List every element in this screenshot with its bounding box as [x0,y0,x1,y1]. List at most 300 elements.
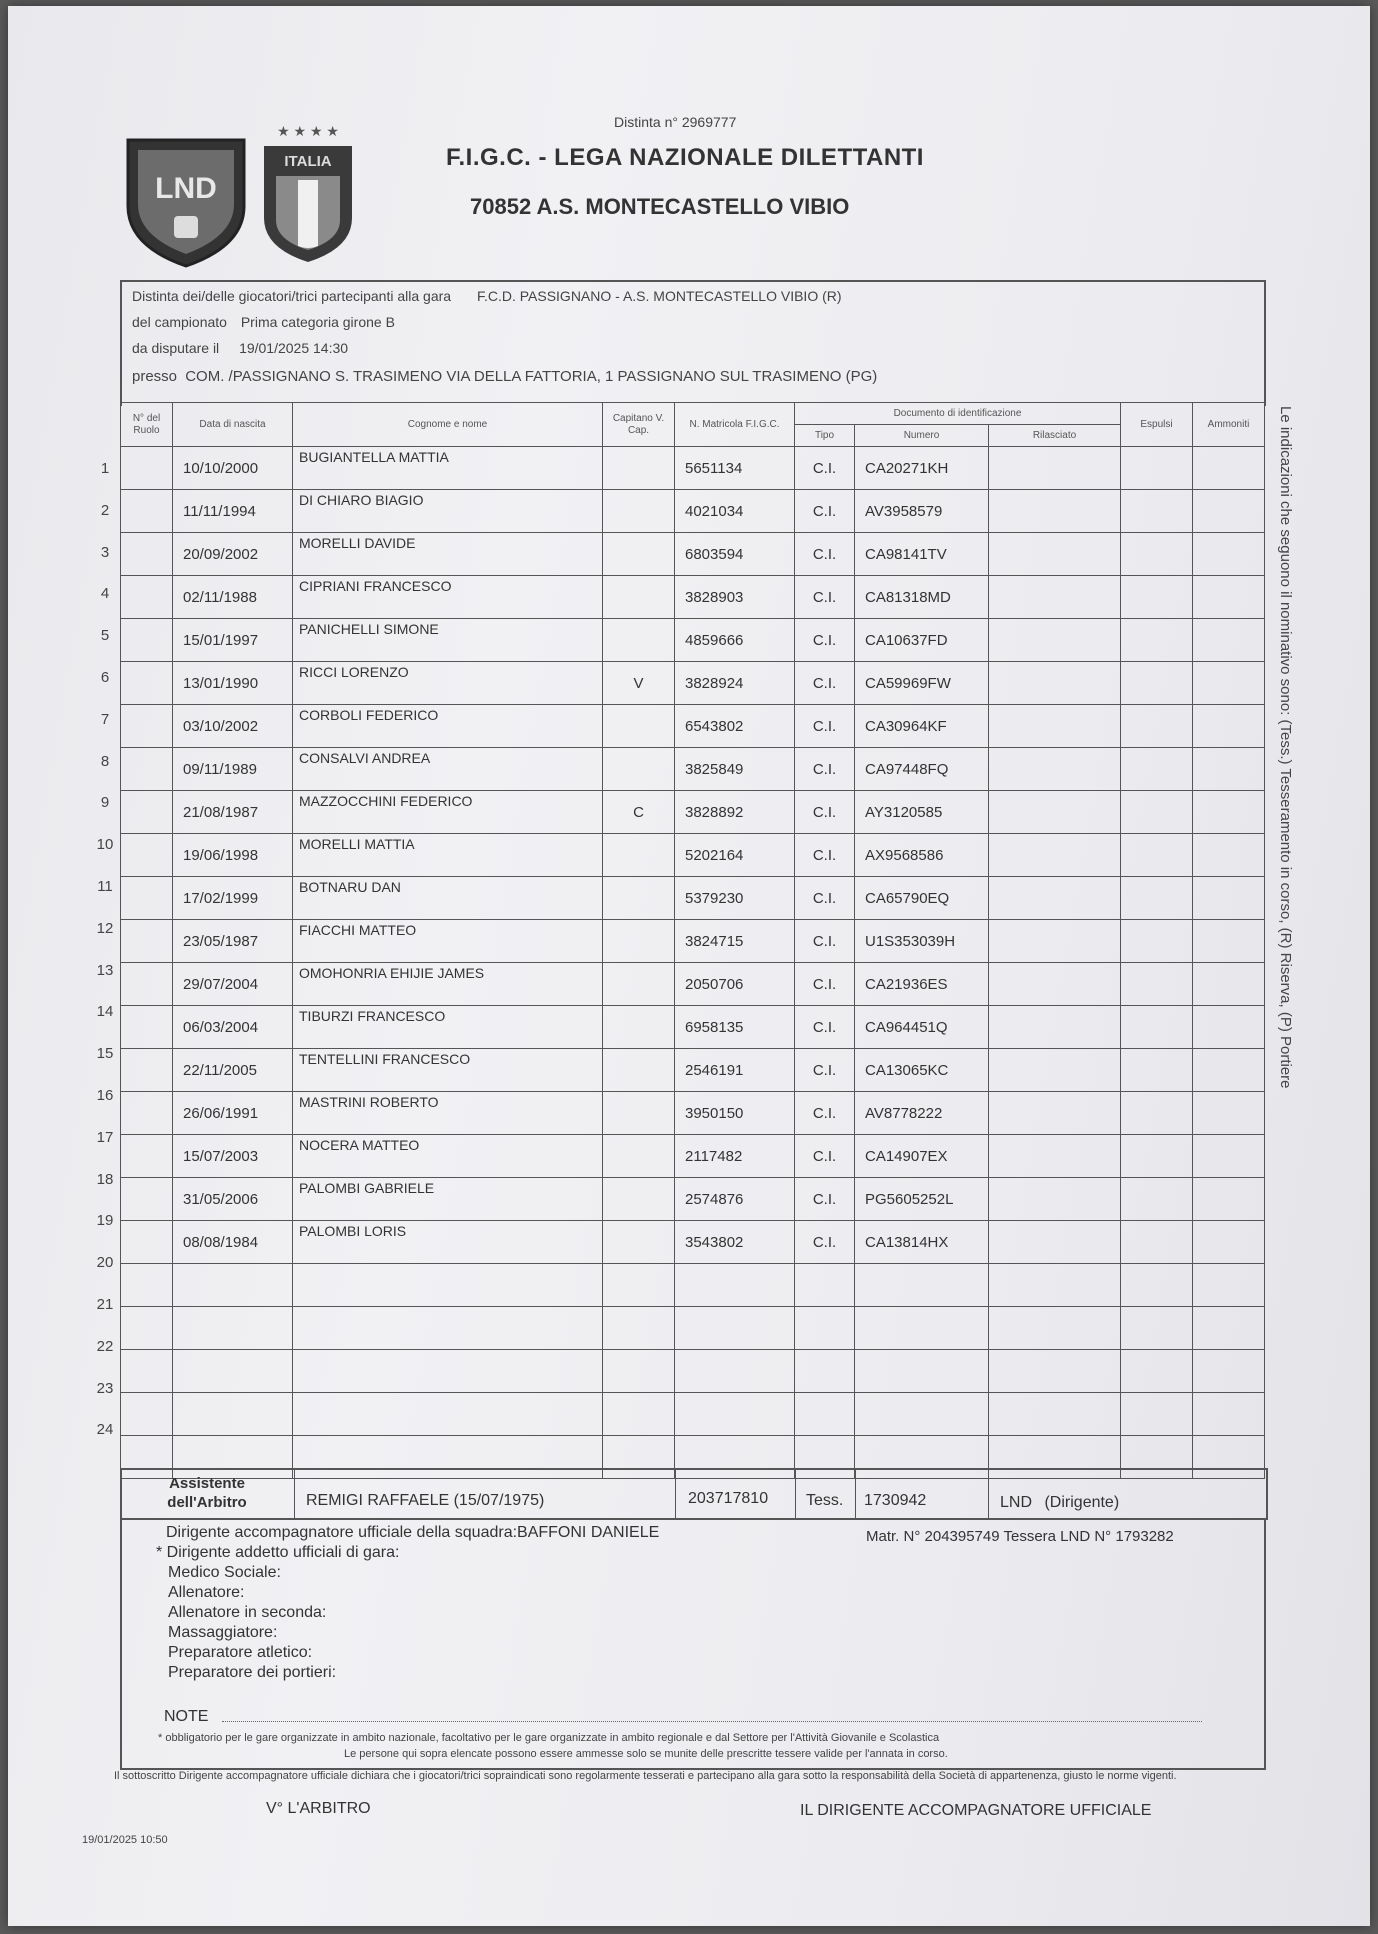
player-matricola-cell: 2546191 [675,1049,795,1092]
date-value: 19/01/2025 14:30 [239,340,349,356]
player-ruolo-cell [121,705,173,748]
preparatore-atletico-label: Preparatore atletico: [168,1644,313,1661]
player-name-cell [293,1350,603,1393]
row-number: 11 [97,878,113,895]
player-espulsi-cell [1121,447,1193,490]
player-date-cell: 15/07/2003 [173,1135,293,1178]
row-number: 22 [96,1337,114,1355]
row-number: 19 [96,1212,114,1230]
player-captain-cell: V [603,662,675,705]
player-doc-number-cell: CA97448FQ [855,748,989,791]
player-doc-issued-cell [989,1049,1121,1092]
player-doc-number-cell: CA14907EX [855,1135,989,1178]
player-doc-number-cell: CA13065KC [855,1049,989,1092]
player-matricola-cell: 6958135 [675,1006,795,1049]
assistant-label [122,1474,292,1512]
player-matricola-cell [675,1393,795,1436]
player-espulsi-cell [1121,791,1193,834]
player-ammoniti-cell [1193,1307,1265,1350]
player-doc-number-cell: AY3120585 [855,791,989,834]
player-name-cell: BOTNARU DAN [293,877,603,920]
player-row [121,447,1265,490]
player-ammoniti-cell [1193,705,1265,748]
player-matricola-cell: 3825849 [675,748,795,791]
player-espulsi-cell [1121,877,1193,920]
player-date-cell: 29/07/2004 [173,963,293,1006]
date-line [132,340,348,356]
player-captain-cell [603,1264,675,1307]
player-ruolo-cell [121,748,173,791]
player-date-cell: 10/10/2000 [173,447,293,490]
organization-title: F.I.G.C. - LEGA NAZIONALE DILETTANTI [446,144,924,171]
lnd-logo-icon [124,136,248,270]
player-matricola-cell: 3950150 [675,1092,795,1135]
row-number: 23 [96,1379,114,1397]
row-number: 18 [96,1170,114,1188]
player-name-cell: FIACCHI MATTEO [293,920,603,963]
assistant-matricola: 203717810 [688,1490,769,1507]
player-row [121,1307,1265,1350]
player-espulsi-cell [1121,834,1193,877]
player-doc-type-cell: C.I. [795,920,855,963]
col-captain: Capitano V. Cap. [603,403,675,447]
player-ammoniti-cell [1193,1049,1265,1092]
col-doc-type: Tipo [795,425,855,447]
svg-text:LND: LND [155,172,217,205]
player-captain-cell [603,447,675,490]
player-row [121,1049,1265,1092]
player-ammoniti-cell [1193,1135,1265,1178]
player-doc-issued-cell [989,576,1121,619]
player-captain-cell [603,1092,675,1135]
player-doc-issued-cell [989,490,1121,533]
player-doc-issued-cell [989,662,1121,705]
player-name-cell: TENTELLINI FRANCESCO [293,1049,603,1092]
player-date-cell [173,1393,293,1436]
assistant-ente [1000,1494,1119,1512]
declaration-text: Il sottoscritto Dirigente accompagnatore ufficiale dichiara che i giocatori/trici sopraindicati sono regolarmente tesserati e partecipano alla gara sotto la responsabilità della Società di appartenenza, giusto le norme vigenti. [114,1770,1177,1782]
player-row [121,877,1265,920]
row-number: 20 [96,1254,114,1272]
col-doc-number: Numero [855,425,989,447]
player-name-cell: CORBOLI FEDERICO [293,705,603,748]
player-name-cell: RICCI LORENZO [293,662,603,705]
col-name: Cognome e nome [293,403,603,447]
col-document: Documento di identificazione [795,403,1121,425]
player-doc-type-cell [795,1307,855,1350]
player-doc-issued-cell [989,447,1121,490]
player-row [121,1221,1265,1264]
player-captain-cell [603,490,675,533]
document-page [8,6,1370,1926]
note-label: NOTE [164,1708,209,1725]
player-matricola-cell: 3543802 [675,1221,795,1264]
player-doc-issued-cell [989,533,1121,576]
player-espulsi-cell [1121,1178,1193,1221]
player-doc-number-cell: CA81318MD [855,576,989,619]
player-ruolo-cell [121,1049,173,1092]
player-captain-cell [603,1221,675,1264]
player-doc-number-cell [855,1350,989,1393]
player-doc-issued-cell [989,748,1121,791]
player-espulsi-cell [1121,1393,1193,1436]
player-doc-type-cell: C.I. [795,619,855,662]
player-doc-type-cell: C.I. [795,748,855,791]
player-matricola-cell [675,1264,795,1307]
player-doc-number-cell: PG5605252L [855,1178,989,1221]
player-espulsi-cell [1121,533,1193,576]
player-name-cell: MORELLI MATTIA [293,834,603,877]
player-doc-number-cell [855,1393,989,1436]
player-matricola-cell: 3828903 [675,576,795,619]
player-matricola-cell [675,1307,795,1350]
player-row [121,920,1265,963]
player-row [121,662,1265,705]
player-ammoniti-cell [1193,920,1265,963]
player-doc-issued-cell [989,791,1121,834]
player-matricola-cell: 2050706 [675,963,795,1006]
player-row [121,791,1265,834]
svg-text:ITALIA: ITALIA [284,153,332,170]
player-doc-number-cell: CA10637FD [855,619,989,662]
player-ruolo-cell [121,1135,173,1178]
player-matricola-cell: 4021034 [675,490,795,533]
player-date-cell: 21/08/1987 [173,791,293,834]
player-row [121,963,1265,1006]
row-number: 4 [100,585,110,603]
player-name-cell: CONSALVI ANDREA [293,748,603,791]
player-captain-cell [603,1049,675,1092]
player-captain-cell [603,877,675,920]
player-ammoniti-cell [1193,1264,1265,1307]
player-doc-issued-cell [989,834,1121,877]
assistant-doc-type: Tess. [806,1492,844,1509]
player-doc-issued-cell [989,1135,1121,1178]
player-doc-number-cell: CA964451Q [855,1006,989,1049]
player-captain-cell [603,963,675,1006]
row-number: 14 [96,1003,114,1021]
referee-assistant-row [120,1468,1268,1520]
player-doc-issued-cell [989,1350,1121,1393]
player-row [121,1178,1265,1221]
player-captain-cell [603,1135,675,1178]
player-date-cell: 17/02/1999 [173,877,293,920]
player-row [121,490,1265,533]
player-captain-cell [603,533,675,576]
player-ruolo-cell [121,490,173,533]
player-ruolo-cell [121,576,173,619]
player-espulsi-cell [1121,963,1193,1006]
match-value: F.C.D. PASSIGNANO - A.S. MONTECASTELLO VIBIO (R) [476,288,842,304]
player-ruolo-cell [121,1006,173,1049]
player-doc-issued-cell [989,1264,1121,1307]
player-doc-type-cell: C.I. [795,662,855,705]
player-date-cell: 06/03/2004 [173,1006,293,1049]
player-espulsi-cell [1121,1092,1193,1135]
player-espulsi-cell [1121,576,1193,619]
player-doc-issued-cell [989,1307,1121,1350]
player-ammoniti-cell [1193,662,1265,705]
player-espulsi-cell [1121,1135,1193,1178]
row-number: 24 [96,1421,114,1439]
player-ammoniti-cell [1193,791,1265,834]
player-doc-issued-cell [989,1178,1121,1221]
row-number: 17 [96,1128,114,1146]
player-ruolo-cell [121,1264,173,1307]
player-matricola-cell: 5379230 [675,877,795,920]
official-manager [166,1524,659,1542]
player-captain-cell [603,1006,675,1049]
player-row [121,1092,1265,1135]
player-doc-type-cell: C.I. [795,1092,855,1135]
player-name-cell: CIPRIANI FRANCESCO [293,576,603,619]
player-doc-number-cell: CA20271KH [855,447,989,490]
official-manager-label: Dirigente accompagnatore ufficiale della squadra: [166,1524,518,1541]
player-row [121,533,1265,576]
player-date-cell [173,1264,293,1307]
player-doc-type-cell: C.I. [795,490,855,533]
player-doc-type-cell: C.I. [795,1221,855,1264]
note-line [222,1721,1202,1722]
player-doc-number-cell: AX9568586 [855,834,989,877]
player-ruolo-cell [121,834,173,877]
championship-label: del campionato [132,314,227,330]
player-doc-number-cell: CA59969FW [855,662,989,705]
player-matricola-cell: 3828924 [675,662,795,705]
col-ammoniti: Ammoniti [1193,403,1265,447]
referee-officer-label: * Dirigente addetto ufficiali di gara: [156,1544,400,1561]
player-ammoniti-cell [1193,834,1265,877]
player-matricola-cell: 5651134 [675,447,795,490]
player-matricola-cell: 3828892 [675,791,795,834]
col-birthdate: Data di nascita [173,403,293,447]
player-espulsi-cell [1121,1049,1193,1092]
player-ruolo-cell [121,1221,173,1264]
row-number: 3 [100,543,110,561]
player-doc-type-cell [795,1350,855,1393]
player-name-cell: DI CHIARO BIAGIO [293,490,603,533]
player-row [121,1264,1265,1307]
championship-line [132,314,395,330]
player-date-cell: 23/05/1987 [173,920,293,963]
row-number: 7 [100,710,110,728]
match-line [132,288,842,304]
player-name-cell: PANICHELLI SIMONE [293,619,603,662]
club-title: 70852 A.S. MONTECASTELLO VIBIO [470,194,850,219]
player-ruolo-cell [121,662,173,705]
row-number: 15 [96,1045,114,1063]
player-ammoniti-cell [1193,1350,1265,1393]
player-matricola-cell: 6543802 [675,705,795,748]
row-number: 16 [96,1087,114,1104]
manager-signature-label: IL DIRIGENTE ACCOMPAGNATORE UFFICIALE [800,1802,1152,1819]
player-name-cell [293,1307,603,1350]
player-doc-type-cell: C.I. [795,834,855,877]
official-manager-matricola: Matr. N° 204395749 Tessera LND N° 1793282 [866,1528,1174,1545]
player-row [121,619,1265,662]
player-doc-number-cell [855,1307,989,1350]
assistant-label-2: dell'Arbitro [167,1494,247,1511]
player-doc-type-cell: C.I. [795,1135,855,1178]
player-espulsi-cell [1121,1264,1193,1307]
player-date-cell: 31/05/2006 [173,1178,293,1221]
player-ruolo-cell [121,533,173,576]
distinta-number: Distinta n° 2969777 [614,114,737,130]
player-doc-number-cell: U1S353039H [855,920,989,963]
row-number: 12 [96,919,114,937]
player-doc-type-cell [795,1264,855,1307]
player-captain-cell [603,1393,675,1436]
player-row [121,1135,1265,1178]
row-number: 8 [100,752,110,770]
player-ruolo-cell [121,877,173,920]
player-name-cell: BUGIANTELLA MATTIA [293,447,603,490]
player-ammoniti-cell [1193,1006,1265,1049]
medico-label: Medico Sociale: [168,1564,281,1581]
assistant-ente-value: LND [1000,1494,1033,1511]
player-ammoniti-cell [1193,490,1265,533]
player-ruolo-cell [121,1350,173,1393]
player-row [121,705,1265,748]
player-name-cell: TIBURZI FRANCESCO [293,1006,603,1049]
player-ruolo-cell [121,963,173,1006]
player-doc-type-cell [795,1393,855,1436]
player-doc-number-cell: CA13814HX [855,1221,989,1264]
player-doc-issued-cell [989,920,1121,963]
player-ruolo-cell [121,447,173,490]
player-date-cell: 19/06/1998 [173,834,293,877]
player-name-cell: PALOMBI GABRIELE [293,1178,603,1221]
player-doc-type-cell: C.I. [795,791,855,834]
row-number: 2 [100,501,110,519]
player-captain-cell [603,1350,675,1393]
player-doc-number-cell: CA21936ES [855,963,989,1006]
player-ammoniti-cell [1193,1393,1265,1436]
player-name-cell: MORELLI DAVIDE [293,533,603,576]
player-row [121,834,1265,877]
player-espulsi-cell [1121,705,1193,748]
player-espulsi-cell [1121,748,1193,791]
massaggiatore-label: Massaggiatore: [168,1624,278,1641]
side-legend: Le indicazioni che seguono il nominativo sono: (Tess.) Tesseramento in corso, (R) Riserva, (P) Portiere [1277,406,1294,1089]
player-espulsi-cell [1121,490,1193,533]
player-captain-cell [603,920,675,963]
player-ammoniti-cell [1193,619,1265,662]
date-label: da disputare il [132,340,220,356]
print-timestamp: 19/01/2025 10:50 [82,1834,168,1846]
player-date-cell: 03/10/2002 [173,705,293,748]
player-doc-issued-cell [989,963,1121,1006]
player-doc-number-cell: AV8778222 [855,1092,989,1135]
preparatore-portieri-label: Preparatore dei portieri: [168,1664,337,1681]
player-captain-cell [603,705,675,748]
player-doc-type-cell: C.I. [795,1006,855,1049]
championship-value: Prima categoria girone B [240,314,395,330]
player-matricola-cell [675,1350,795,1393]
player-doc-issued-cell [989,1092,1121,1135]
player-captain-cell [603,834,675,877]
row-number: 1 [100,460,110,477]
player-ruolo-cell [121,1307,173,1350]
col-matricola: N. Matricola F.I.G.C. [675,403,795,447]
player-date-cell: 09/11/1989 [173,748,293,791]
player-date-cell [173,1350,293,1393]
svg-text:★ ★ ★ ★: ★ ★ ★ ★ [277,123,339,139]
row-number: 10 [96,836,114,854]
footnote-2: Le persone qui sopra elencate possono essere ammesse solo se munite delle prescritte tessere valide per l'annata in corso. [344,1748,948,1760]
official-manager-value: BAFFONI DANIELE [517,1524,660,1541]
col-ruolo: N° del Ruolo [121,403,173,447]
player-date-cell: 08/08/1984 [173,1221,293,1264]
player-row [121,1393,1265,1436]
player-row [121,748,1265,791]
footnote-1: * obbligatorio per le gare organizzate in ambito nazionale, facoltativo per le gare organizzate in ambito regionale e dal Settore per l'Attività Giovanile e Scolastica [158,1732,940,1744]
player-name-cell: MAZZOCCHINI FEDERICO [293,791,603,834]
col-doc-issued: Rilasciato [989,425,1121,447]
venue-value: COM. /PASSIGNANO S. TRASIMENO VIA DELLA FATTORIA, 1 PASSIGNANO SUL TRASIMENO (PG) [185,368,878,385]
player-date-cell: 20/09/2002 [173,533,293,576]
player-ruolo-cell [121,920,173,963]
player-ammoniti-cell [1193,1178,1265,1221]
player-date-cell: 11/11/1994 [173,490,293,533]
player-doc-issued-cell [989,1006,1121,1049]
assistant-role: (Dirigente) [1044,1494,1120,1511]
row-number: 6 [100,669,110,686]
player-ammoniti-cell [1193,447,1265,490]
player-row [121,1006,1265,1049]
players-table [120,402,1265,1479]
player-ammoniti-cell [1193,748,1265,791]
player-doc-number-cell [855,1264,989,1307]
player-doc-number-cell: CA98141TV [855,533,989,576]
player-date-cell: 26/06/1991 [173,1092,293,1135]
row-number: 13 [96,961,114,979]
player-ruolo-cell [121,791,173,834]
player-captain-cell [603,748,675,791]
player-doc-type-cell: C.I. [795,705,855,748]
player-doc-type-cell: C.I. [795,1178,855,1221]
assistant-label-1: Assistente [169,1475,245,1492]
row-number: 21 [96,1296,114,1313]
player-captain-cell [603,1307,675,1350]
match-info-box [120,280,1266,406]
player-date-cell: 02/11/1988 [173,576,293,619]
player-doc-issued-cell [989,619,1121,662]
player-ammoniti-cell [1193,1221,1265,1264]
row-number: 9 [100,794,110,812]
player-matricola-cell: 2574876 [675,1178,795,1221]
player-matricola-cell: 2117482 [675,1135,795,1178]
player-matricola-cell: 4859666 [675,619,795,662]
player-name-cell: PALOMBI LORIS [293,1221,603,1264]
player-ammoniti-cell [1193,877,1265,920]
allenatore-seconda-label: Allenatore in seconda: [168,1604,327,1621]
player-captain-cell: C [603,791,675,834]
player-date-cell: 13/01/1990 [173,662,293,705]
player-date-cell: 15/01/1997 [173,619,293,662]
player-captain-cell [603,619,675,662]
player-espulsi-cell [1121,1307,1193,1350]
player-doc-issued-cell [989,1221,1121,1264]
assistant-name: REMIGI RAFFAELE (15/07/1975) [306,1492,545,1509]
player-espulsi-cell [1121,1006,1193,1049]
allenatore-label: Allenatore: [168,1584,245,1601]
player-espulsi-cell [1121,920,1193,963]
venue-label: presso [132,368,178,385]
player-name-cell [293,1264,603,1307]
player-espulsi-cell [1121,619,1193,662]
player-espulsi-cell [1121,1221,1193,1264]
